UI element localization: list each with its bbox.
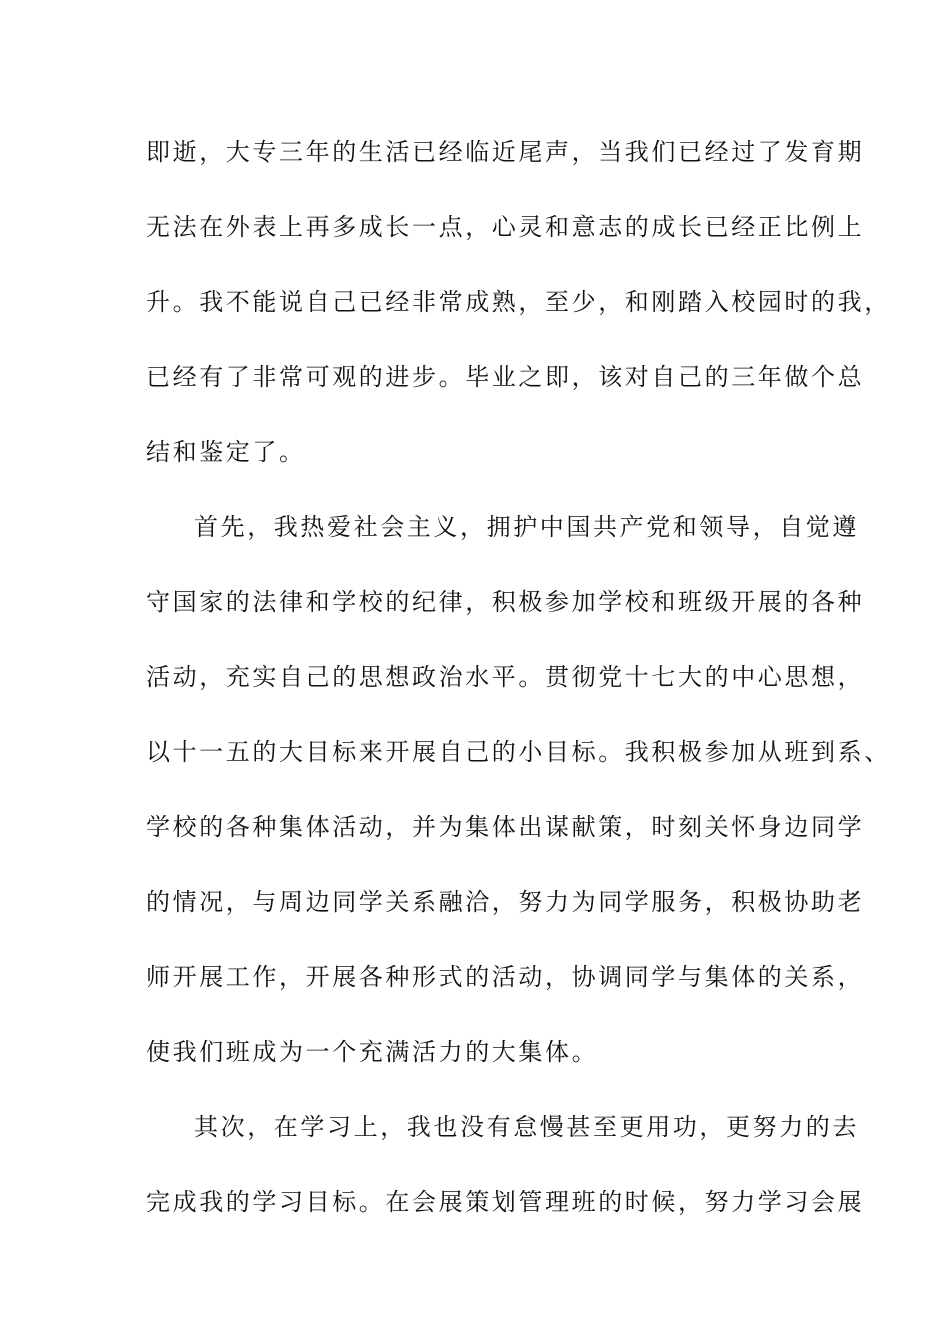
text-line-13: 使我们班成为一个充满活力的大集体。: [146, 1038, 599, 1066]
text-line-12: 师开展工作，开展各种形式的活动，协调同学与集体的关系，: [146, 963, 865, 991]
text-line-1: 即逝，大专三年的生活已经临近尾声，当我们已经过了发育期: [146, 138, 865, 166]
text-line-10: 学校的各种集体活动，并为集体出谋献策，时刻关怀身边同学: [146, 813, 865, 841]
text-line-8: 活动，充实自己的思想政治水平。贯彻党十七大的中心思想，: [146, 663, 865, 691]
text-line-11: 的情况，与周边同学关系融洽，努力为同学服务，积极协助老: [146, 888, 865, 916]
text-line-6: 首先，我热爱社会主义，拥护中国共产党和领导，自觉遵: [194, 513, 859, 541]
text-line-4: 已经有了非常可观的进步。毕业之即，该对自己的三年做个总: [146, 363, 865, 391]
text-line-5: 结和鉴定了。: [146, 438, 306, 466]
text-line-3: 升。我不能说自己已经非常成熟，至少，和刚踏入校园时的我，: [146, 288, 891, 316]
text-line-15: 完成我的学习目标。在会展策划管理班的时候，努力学习会展: [146, 1188, 865, 1216]
text-line-14: 其次，在学习上，我也没有怠慢甚至更用功，更努力的去: [194, 1113, 859, 1141]
text-line-9: 以十一五的大目标来开展自己的小目标。我积极参加从班到系、: [146, 738, 891, 766]
text-line-2: 无法在外表上再多成长一点，心灵和意志的成长已经正比例上: [146, 213, 865, 241]
text-line-7: 守国家的法律和学校的纪律，积极参加学校和班级开展的各种: [146, 588, 865, 616]
